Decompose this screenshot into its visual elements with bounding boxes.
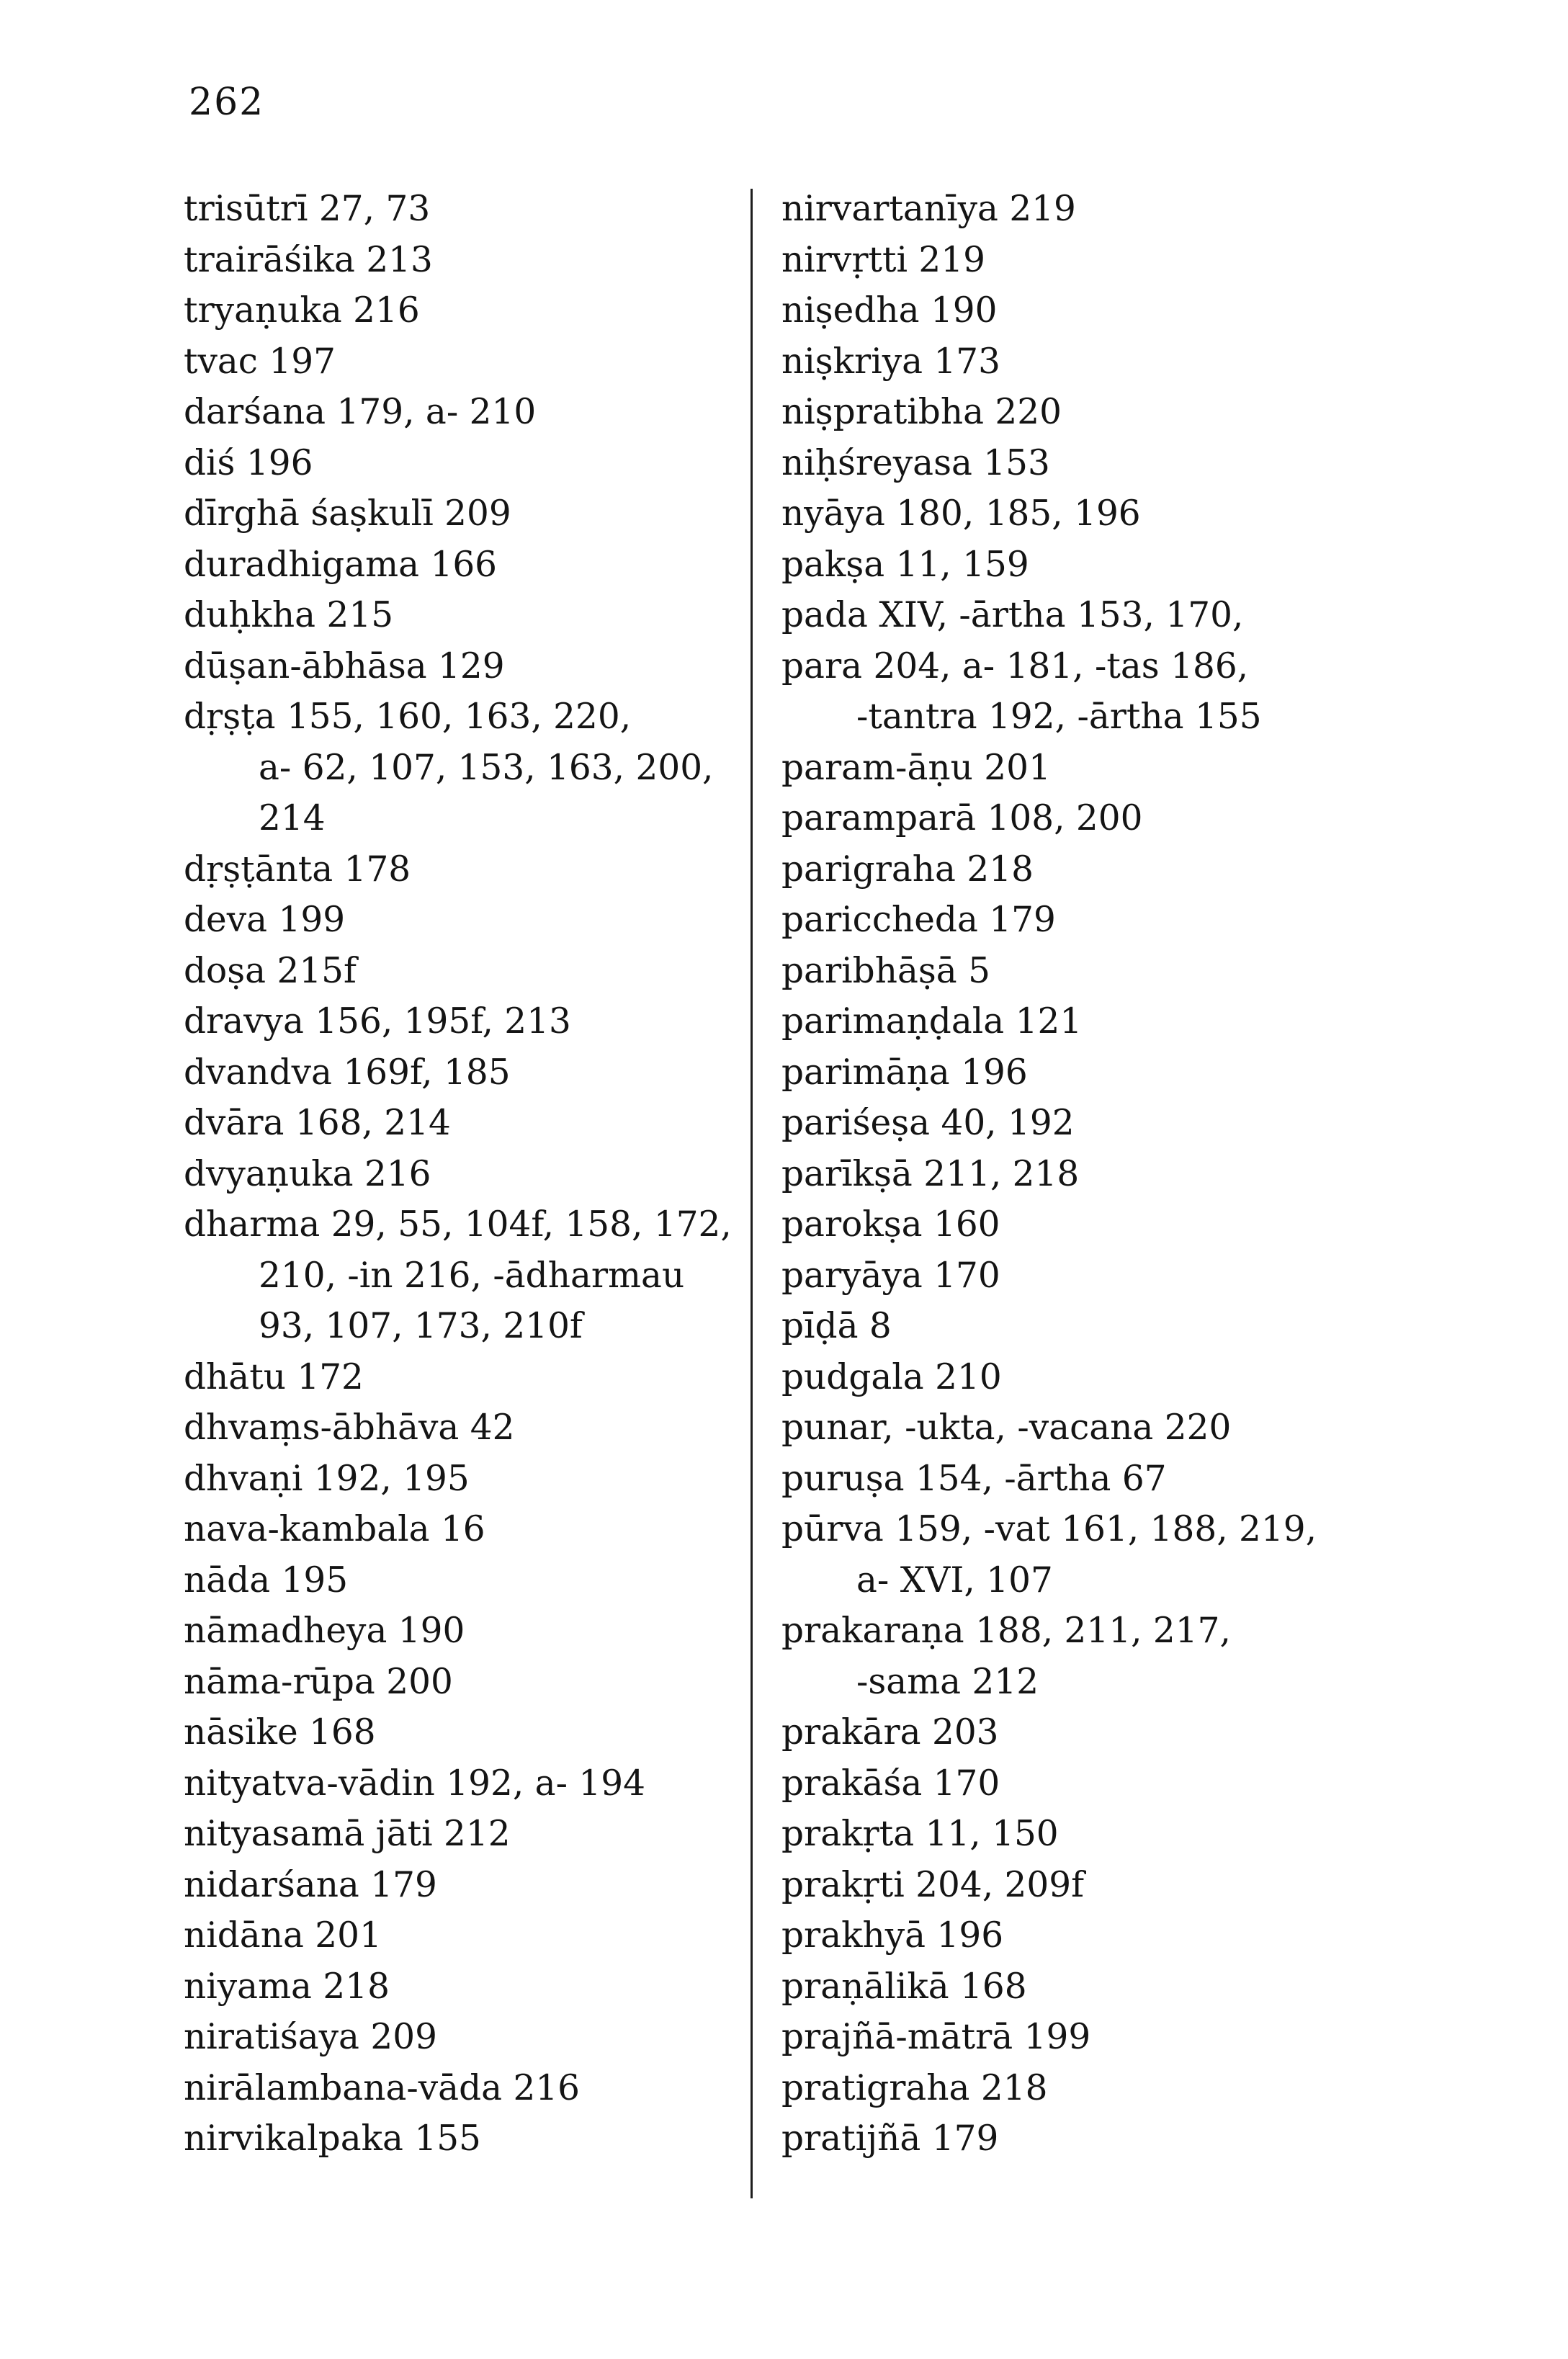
index-entry <box>781 946 1394 997</box>
index-entry-text: prakaraṇa 188, 211, 217, <box>781 1611 1231 1651</box>
index-entry <box>781 1606 1394 1707</box>
index-entry <box>184 844 738 895</box>
index-entry <box>184 235 738 286</box>
index-entry-text: darśana 179, a- 210 <box>184 392 537 432</box>
index-entry-text: niḥśreyasa 153 <box>781 442 1050 483</box>
index-entry <box>781 285 1394 336</box>
index-entry-text: nirālambana-vāda 216 <box>184 2067 581 2108</box>
index-entry <box>184 1707 738 1758</box>
index-entry-text: pratigraha 218 <box>781 2067 1048 2108</box>
index-entry <box>781 1149 1394 1200</box>
index-entry <box>781 1758 1394 1809</box>
index-entry <box>781 2063 1394 2114</box>
index-entry <box>184 1199 738 1352</box>
index-entry-text: nāma-rūpa 200 <box>184 1661 453 1702</box>
index-entry-text: nyāya 180, 185, 196 <box>781 493 1141 534</box>
index-entry-text: paryāya 170 <box>781 1255 1000 1296</box>
index-entry-continuation: -sama 212 <box>856 1661 1039 1702</box>
index-entry-continuation: a- 62, 107, 153, 163, 200, <box>259 747 714 788</box>
index-entry <box>781 1454 1394 1505</box>
index-entry <box>781 336 1394 388</box>
index-entry <box>781 1098 1394 1149</box>
index-entry <box>184 590 738 641</box>
index-entry <box>184 387 738 438</box>
index-entry <box>184 1504 738 1555</box>
index-entry <box>184 2012 738 2063</box>
index-entry <box>781 1250 1394 1302</box>
index-entry-text: pudgala 210 <box>781 1356 1002 1397</box>
index-entry-text: pratijñā 179 <box>781 2118 999 2159</box>
index-entry-text: puruṣa 154, -ārtha 67 <box>781 1458 1167 1499</box>
index-entry-text: paribhāṣā 5 <box>781 950 990 991</box>
index-entry-text: nirvikalpaka 155 <box>184 2118 481 2159</box>
index-entry-text: trairāśika 213 <box>184 239 433 280</box>
index-entry-continuation: 210, -in 216, -ādharmau <box>259 1255 685 1296</box>
index-entry <box>781 1961 1394 2013</box>
index-entry-text: deva 199 <box>184 900 346 940</box>
index-entry <box>184 540 738 591</box>
index-entry-text: nāda 195 <box>184 1559 349 1601</box>
index-entry <box>781 1352 1394 1403</box>
index-entry <box>184 184 738 235</box>
index-entry-text: niratiśaya 209 <box>184 2017 437 2057</box>
index-entry-text: parimāṇa 196 <box>781 1052 1028 1093</box>
index-entry-text: pariśeṣa 40, 192 <box>781 1103 1075 1143</box>
index-entry-text: pūrva 159, -vat 161, 188, 219, <box>781 1509 1317 1549</box>
index-entry <box>781 1504 1394 1606</box>
index-entry-text: dhvaṇi 192, 195 <box>184 1458 470 1499</box>
index-entry <box>184 1352 738 1403</box>
index-entry <box>184 1657 738 1708</box>
index-entry-text: prajñā-mātrā 199 <box>781 2017 1091 2057</box>
index-entry <box>184 1961 738 2013</box>
index-entry-text: dīrghā śaṣkulī 209 <box>184 493 511 534</box>
page-number: 262 <box>189 81 265 124</box>
index-entry <box>184 336 738 388</box>
index-entry <box>184 1149 738 1200</box>
index-entry <box>184 895 738 946</box>
index-entry <box>184 641 738 692</box>
index-entry-text: parimaṇḍala 121 <box>781 1001 1083 1042</box>
index-entry-text: praṇālikā 168 <box>781 1966 1027 2007</box>
index-entry-text: parīkṣā 211, 218 <box>781 1153 1080 1194</box>
index-entry-text: parokṣa 160 <box>781 1204 1000 1245</box>
index-entry-continuation: 93, 107, 173, 210f <box>259 1306 583 1346</box>
index-entry-text: duradhigama 166 <box>184 544 498 585</box>
index-entry <box>781 2012 1394 2063</box>
index-entry <box>184 1860 738 1911</box>
index-entry <box>781 540 1394 591</box>
index-entry-text: parigraha 218 <box>781 849 1034 890</box>
index-entry <box>184 1555 738 1606</box>
index-entry <box>781 1047 1394 1098</box>
index-entry-text: niṣpratibha 220 <box>781 392 1062 432</box>
index-entry-text: dravya 156, 195f, 213 <box>184 1001 571 1042</box>
column-divider <box>751 189 753 2198</box>
index-entry-text: punar, -ukta, -vacana 220 <box>781 1407 1232 1448</box>
index-entry-text: prakhyā 196 <box>781 1915 1004 1956</box>
index-column-right <box>781 184 1394 2165</box>
index-entry <box>184 996 738 1047</box>
index-entry <box>781 387 1394 438</box>
index-entry <box>184 438 738 489</box>
index-entry-text: nityatva-vādin 192, a- 194 <box>184 1763 645 1804</box>
index-entry <box>781 1910 1394 1961</box>
index-entry <box>184 2063 738 2114</box>
index-entry <box>184 1910 738 1961</box>
index-entry-text: tvac 197 <box>184 341 336 382</box>
index-entry-text: nityasamā jāti 212 <box>184 1814 511 1854</box>
index-entry-text: paramparā 108, 200 <box>781 798 1143 838</box>
index-entry <box>781 641 1394 743</box>
index-entry <box>184 1098 738 1149</box>
index-entry-text: nirvartanīya 219 <box>781 189 1076 229</box>
index-entry <box>184 285 738 336</box>
index-entry-text: prakāśa 170 <box>781 1763 1000 1804</box>
index-entry-text: param-āṇu 201 <box>781 747 1051 788</box>
index-entry-continuation: a- XVI, 107 <box>856 1559 1053 1601</box>
index-entry <box>781 1301 1394 1352</box>
index-entry <box>781 438 1394 489</box>
index-entry-text: niṣkriya 173 <box>781 341 1001 382</box>
index-entry <box>184 1047 738 1098</box>
index-entry <box>781 1809 1394 1860</box>
index-entry <box>781 1199 1394 1250</box>
index-entry-text: pariccheda 179 <box>781 900 1056 940</box>
index-entry-text: diś 196 <box>184 442 313 483</box>
index-entry-text: dvāra 168, 214 <box>184 1103 451 1143</box>
index-entry <box>781 1860 1394 1911</box>
index-entry-text: niṣedha 190 <box>781 290 998 331</box>
index-entry <box>781 844 1394 895</box>
index-entry <box>184 2113 738 2165</box>
index-entry-text: dṛṣṭānta 178 <box>184 849 411 890</box>
index-entry <box>781 2113 1394 2165</box>
index-entry <box>184 1454 738 1505</box>
index-entry-text: nāsike 168 <box>184 1712 376 1753</box>
index-entry <box>781 590 1394 641</box>
index-entry-text: dhātu 172 <box>184 1356 364 1397</box>
index-entry <box>781 793 1394 844</box>
index-entry <box>184 488 738 540</box>
index-entry-text: dvandva 169f, 185 <box>184 1052 511 1093</box>
index-entry <box>184 1809 738 1860</box>
index-entry <box>781 996 1394 1047</box>
index-entry-text: para 204, a- 181, -tas 186, <box>781 645 1249 686</box>
index-entry <box>781 184 1394 235</box>
index-entry-text: trisūtrī 27, 73 <box>184 189 431 229</box>
index-entry-continuation: -tantra 192, -ārtha 155 <box>856 697 1262 737</box>
index-entry-text: dhvaṃs-ābhāva 42 <box>184 1407 515 1448</box>
index-entry-text: doṣa 215f <box>184 950 357 991</box>
index-entry <box>781 488 1394 540</box>
index-entry <box>781 1402 1394 1454</box>
index-entry-text: pīḍā 8 <box>781 1306 892 1346</box>
index-entry-text: dṛṣṭa 155, 160, 163, 220, <box>184 697 632 737</box>
index-entry-text: pakṣa 11, 159 <box>781 544 1029 585</box>
index-entry <box>184 691 738 844</box>
index-column-left <box>184 184 738 2165</box>
index-entry <box>781 235 1394 286</box>
index-entry-continuation: 214 <box>259 798 326 838</box>
index-entry-text: duḥkha 215 <box>184 595 394 635</box>
index-entry-text: pada XIV, -ārtha 153, 170, <box>781 595 1244 635</box>
index-entry <box>184 1606 738 1657</box>
index-entry-text: nāmadheya 190 <box>184 1611 465 1651</box>
index-entry <box>184 1402 738 1454</box>
index-entry-text: nidāna 201 <box>184 1915 382 1956</box>
index-entry-text: nidarśana 179 <box>184 1864 437 1905</box>
index-entry <box>184 946 738 997</box>
index-entry-text: prakṛta 11, 150 <box>781 1814 1059 1854</box>
index-entry-text: dvyaṇuka 216 <box>184 1153 431 1194</box>
index-entry-text: nirvṛtti 219 <box>781 239 985 280</box>
index-entry <box>781 1707 1394 1758</box>
index-entry-text: prakṛti 204, 209f <box>781 1864 1085 1905</box>
index-entry-text: dūṣan-ābhāsa 129 <box>184 645 505 686</box>
index-entry-text: nava-kambala 16 <box>184 1509 485 1549</box>
index-entry <box>184 1758 738 1809</box>
index-entry-text: prakāra 203 <box>781 1712 999 1753</box>
index-entry-text: tryaṇuka 216 <box>184 290 420 331</box>
index-entry <box>781 895 1394 946</box>
index-entry <box>781 743 1394 794</box>
index-entry-text: niyama 218 <box>184 1966 390 2007</box>
index-entry-text: dharma 29, 55, 104f, 158, 172, <box>184 1204 732 1245</box>
